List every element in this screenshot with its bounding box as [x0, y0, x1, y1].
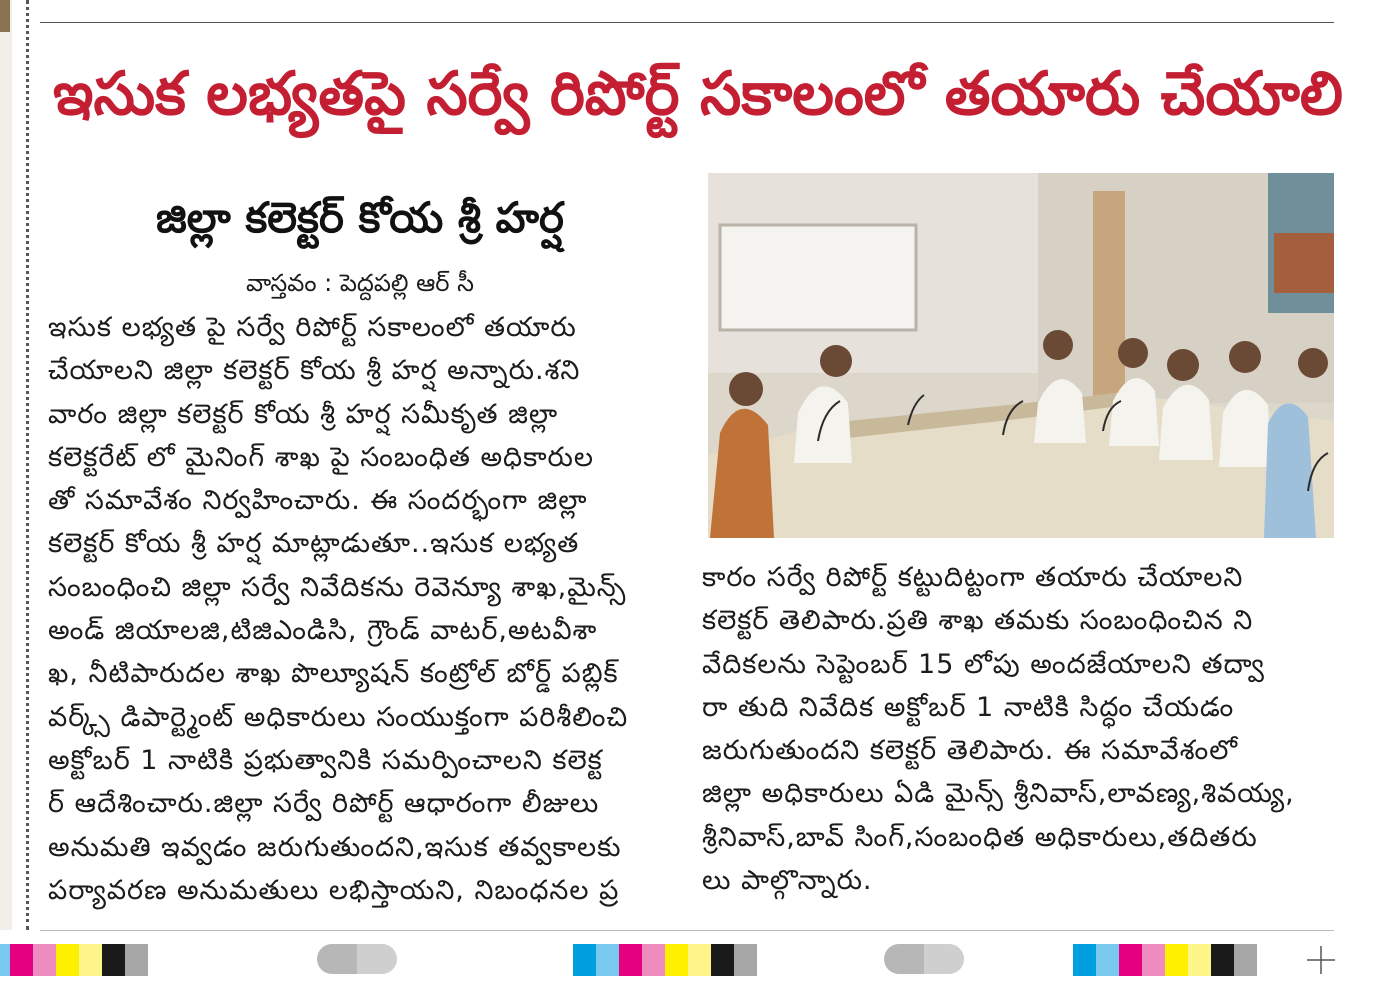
- color-swatch: [0, 944, 10, 976]
- left-page-edge: [0, 0, 12, 930]
- article-text-line: కలెక్టర్ తెలిపారు.ప్రతి శాఖ తమకు సంబంధించిన ని: [702, 605, 1254, 637]
- color-swatch: [357, 944, 397, 974]
- article-text-line: కారం సర్వే రిపోర్ట్ కట్టుదిట్టంగా తయారు చేయాలని: [702, 562, 1244, 593]
- color-bar-middle: [573, 944, 757, 976]
- color-swatch: [884, 944, 924, 974]
- bottom-rule: [40, 930, 1334, 931]
- body-column-1: [48, 306, 628, 912]
- color-swatch: [317, 944, 357, 974]
- article-text-line: లు పాల్గొన్నారు.: [702, 865, 873, 897]
- article-text-line: వారం జిల్లా కలెక్టర్ కోయ శ్రీ హర్ష సమీకృత జిల్లా: [48, 398, 559, 430]
- dateline: వాస్తవం : పెద్దపల్లి ఆర్ సీ: [246, 269, 474, 297]
- article-text-line: పర్యావరణ అనుమతులు లభిస్తాయని, నిబంధనల ప్ర: [48, 874, 620, 906]
- color-swatch: [665, 944, 688, 976]
- article-text-line: కలెక్టర్ కోయ శ్రీ హర్ష మాట్లాడుతూ..ఇసుక లభ్యత: [48, 528, 580, 560]
- body-column-2: [702, 556, 1295, 902]
- color-swatch: [1165, 944, 1188, 976]
- article-text-line: కలెక్టరేట్ లో మైనింగ్ శాఖ పై సంబంధిత అధికారుల: [48, 441, 595, 473]
- article-text-line: ఇసుక లభ్యత పై సర్వే రిపోర్ట్ సకాలంలో తయారు: [48, 312, 577, 343]
- color-swatch: [1188, 944, 1211, 976]
- article-text-line: చేయాలని జిల్లా కలెక్టర్ కోయ శ్రీ హర్ష అన్నారు.శని: [48, 355, 581, 387]
- color-swatch: [1211, 944, 1234, 976]
- article-text-line: జిల్లా అధికారులు ఏడి మైన్స్ శ్రీనివాస్,లావణ్య,శివయ్య,: [702, 778, 1295, 810]
- article-text-line: జరుగుతుందని కలెక్టర్ తెలిపారు. ఈ సమావేశంలో: [702, 735, 1239, 767]
- color-swatch: [1073, 944, 1096, 976]
- article-text-line: రా తుది నివేదిక అక్టోబర్ 1 నాటికి సిద్ధం చేయడం: [702, 691, 1235, 723]
- article-text-line: అక్టోబర్ 1 నాటికి ప్రభుత్వానికి సమర్పించాలని కలెక్ట: [48, 744, 603, 776]
- dotted-column-rule: [26, 0, 29, 930]
- edge-chip: [0, 0, 10, 32]
- color-swatch: [573, 944, 596, 976]
- subheadline: జిల్లా కలెక్టర్ కోయ శ్రీ హర్ష: [156, 193, 564, 242]
- gray-pill-2: [884, 944, 964, 974]
- color-swatch: [642, 944, 665, 976]
- color-swatch: [79, 944, 102, 976]
- color-swatch: [1119, 944, 1142, 976]
- color-swatch: [619, 944, 642, 976]
- color-bar-left: [0, 944, 148, 976]
- color-swatch: [688, 944, 711, 976]
- color-swatch: [711, 944, 734, 976]
- article-text-line: తో సమావేశం నిర్వహించారు. ఈ సందర్భంగా జిల్లా: [48, 485, 588, 517]
- color-swatch: [33, 944, 56, 976]
- color-swatch: [596, 944, 619, 976]
- article-text-line: అనుమతి ఇవ్వడం జరుగుతుందని,ఇసుక తవ్వకాలకు: [48, 831, 622, 863]
- color-swatch: [1142, 944, 1165, 976]
- article-text-line: ర్ ఆదేశించారు.జిల్లా సర్వే రిపోర్ట్ ఆధారంగా లీజులు: [48, 788, 600, 820]
- article-text-line: ఖ, నీటిపారుదల శాఖ పొల్యూషన్ కంట్రోల్ బోర్డ్ పబ్లిక్: [48, 658, 619, 690]
- top-rule: [40, 22, 1334, 23]
- article-text-line: శ్రీనివాస్,బావ్ సింగ్,సంబంధిత అధికారులు,తదితరు: [702, 821, 1258, 853]
- color-swatch: [1096, 944, 1119, 976]
- color-swatch: [924, 944, 964, 974]
- color-swatch: [102, 944, 125, 976]
- gray-pill-1: [317, 944, 397, 974]
- color-swatch: [125, 944, 148, 976]
- article-text-line: వేదికలను సెప్టెంబర్ 15 లోపు అందజేయాలని తద్వా: [702, 648, 1265, 680]
- color-swatch: [10, 944, 33, 976]
- headline: ఇసుక లభ్యతపై సర్వే రిపోర్ట్ సకాలంలో తయారు చేయాలి: [52, 59, 1343, 129]
- color-swatch: [56, 944, 79, 976]
- registration-cross-icon: [1307, 946, 1335, 974]
- article-text-line: సంబంధించి జిల్లా సర్వే నివేదికను రెవెన్యూ శాఖ,మైన్స్: [48, 571, 627, 603]
- meeting-photo: [708, 173, 1334, 538]
- color-swatch: [734, 944, 757, 976]
- color-bar-right: [1073, 944, 1257, 976]
- article-text-line: అండ్ జియాలజి,టిజిఎండిసి, గ్రౌండ్ వాటర్,అటవీశా: [48, 615, 598, 647]
- article-text-line: వర్క్స్ డిపార్ట్మెంట్ అధికారులు సంయుక్తంగా పరిశీలించి: [48, 701, 629, 733]
- color-swatch: [1234, 944, 1257, 976]
